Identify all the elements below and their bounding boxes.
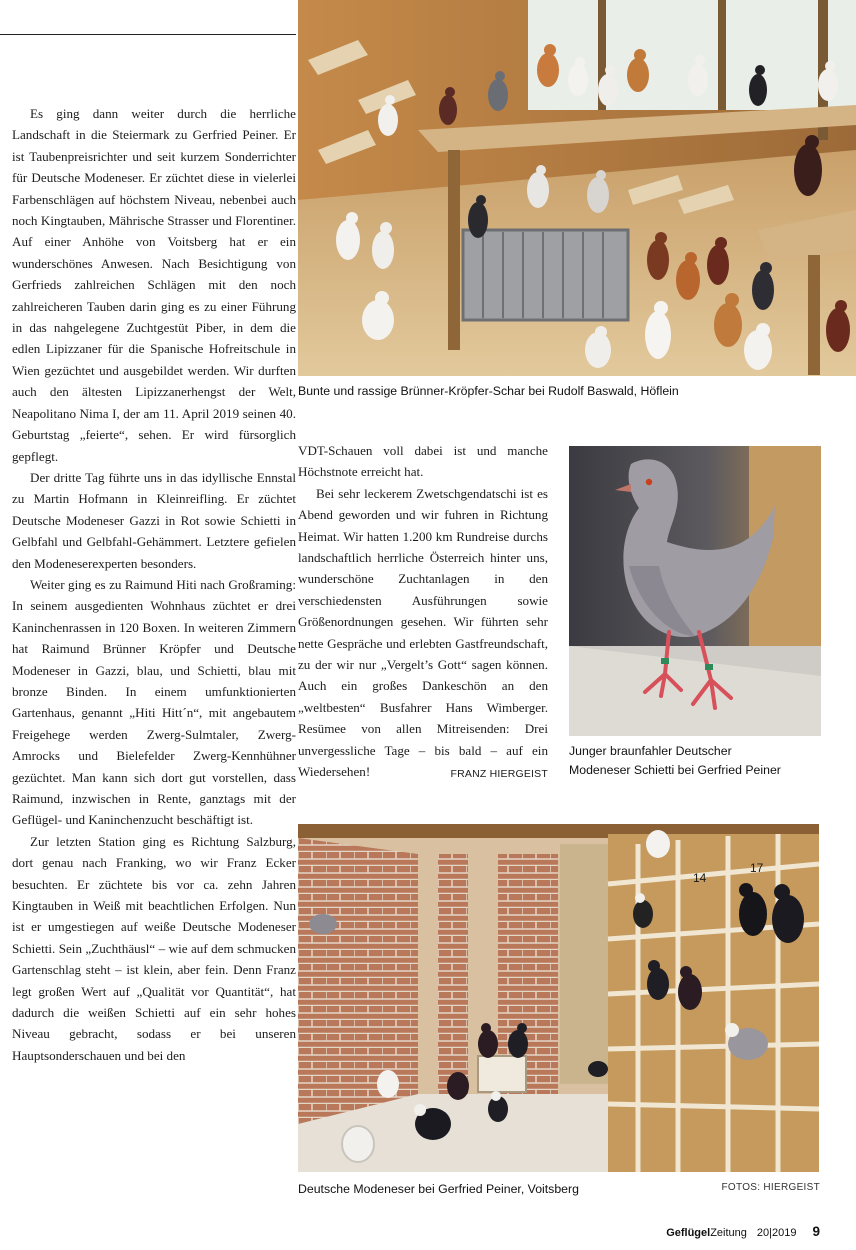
caption-schietti-line1: Junger braunfahler Deutscher (569, 744, 732, 758)
nest-box-number-17: 17 (750, 861, 764, 875)
author-signature: FRANZ HIERGEIST (450, 768, 548, 781)
paragraph-peiner: Es ging dann weiter durch die herrliche Landschaft in die Steiermark zu Gerfried Peiner. Er ist Taubenpreisrichter und seit kurzem Sonderrichter für Deutsche Modeneser. Er züchtet diese in vielerlei Farbenschlägen auf höchstem Niveau, nebenbei auch noch Kingtauben, Mährische Strasser und Florentiner. Auf einer Anhöhe von Voitsberg hat er ein wunderschönes Anwesen. Nach Besichtigung von Gerfrieds zahlreichen Schlägen mit den noch zahlreicheren Tauben darin ging es zu einer Führung in das nahgelegene Zuchtgestüt Piber, in dem die edlen Lipizzaner für die Spanische Hofreitschule in Wien gezüchtet und ausgebildet werden. Wir durften auch den ältesten Lipizzanerhengst der Welt, Neapolitano Nima I, der am 11. April 2019 seinen 40. Geburtstag „feierte“, sehen. Er wird fürsorglich gepflegt. (12, 106, 296, 464)
paragraph-closing (298, 483, 548, 783)
photo-kroepfer-loft (298, 0, 856, 376)
publication-name (666, 1227, 747, 1239)
issue-number: 20|2019 (756, 1227, 797, 1239)
nest-box-number-14: 14 (693, 871, 707, 885)
page-footer (666, 1224, 820, 1239)
article-column-left (12, 103, 296, 1066)
publication-name-bold: Geflügel (666, 1227, 711, 1239)
closing-text: Bei sehr leckerem Zwetschgendatschi ist es Abend geworden und wir fuhren in Richtung Heimat. Wir hatten 1.200 km Rundreise durchs landschaftlich herrliche Österreich hinter uns, wunderschöne Zuchtanlagen in den verschiedensten Ausführungen sowie Größenordnungen gesehen. Wir führten sehr nette Gespräche und erlebten Gastfreundschaft, zu der wir nur „Vergelt’s Gott“ sagen können. Auch ein großes Dankeschön an den „weltbesten“ Busfahrer Hans Wimberger. Resümee von allen Mitreisenden: Drei unvergessliche Tage – bis bald – auf ein Wiedersehen! (298, 485, 548, 780)
caption-schietti (569, 742, 829, 780)
modeneser-loft-illustration (298, 824, 819, 1172)
photo-modeneser-loft (298, 824, 819, 1172)
photo-credit: FOTOS: HIERGEIST (721, 1182, 820, 1193)
publication-name-regular: Zeitung (710, 1227, 747, 1239)
top-rule (0, 34, 296, 35)
paragraph-ecker: Zur letzten Station ging es Richtung Salzburg, dort genau nach Franking, wo wir Franz Ecker besuchten. Er züchtete bis vor ca. zehn Jahren Kingtauben in Weiß mit beachtlichen Erfolgen. Nun ist er umgestiegen auf weiße Deutsche Modeneser Schietti. Sein „Zuchthäusl“ – wie auf dem schmucken Gartenschlag steht – ist klein, aber fein. Denn Franz legt großen Wert auf „Qualität vor Quantität“, hat dadurch die weißen Schietti auf ein sehr hohes Niveau gebracht, sodass er bei unseren Hauptsonderschauen und bei den (12, 833, 296, 1063)
page-number: 9 (812, 1224, 820, 1239)
caption-modeneser: Deutsche Modeneser bei Gerfried Peiner, Voitsberg (298, 1182, 579, 1196)
paragraph-hofmann: Der dritte Tag führte uns in das idyllische Ennstal zu Martin Hofmann in Kleinreifling. Er züchtet Deutsche Modeneser Gazzi in Rot sowie Schietti in Gelbfahl und Gelbfahl-Gehämmert. Letztere gefielen den Modeneserexperten besonders. (12, 469, 296, 571)
caption-schietti-line2: Modeneser Schietti bei Gerfried Peiner (569, 763, 781, 777)
schietti-illustration (569, 446, 821, 736)
article-column-middle (298, 440, 548, 786)
paragraph-hiti: Weiter ging es zu Raimund Hiti nach Großraming: In seinem ausgedienten Wohnhaus züchtet er drei Kaninchenrassen in 120 Boxen. In weiteren Zimmern hat Raimund Brünner Kröpfer und Deutsche Modeneser in Gazzi, blau, und Schietti, blau mit bronze Binden. In einem umfunktionierten Gartenhaus, genannt „Hiti Hitt´n“, mit angebautem Freigehege werden Zwerg-Sulmtaler, Zwerg-Amrocks und Bielefelder Zwerg-Kennhühner gezüchtet. Man kann sich dort gut vorstellen, dass Raimund, inzwischen in Rente, ganztags mit der Geflügel- und Kaninchenzucht beschäftigt ist. (12, 576, 296, 828)
caption-kroepfer: Bunte und rassige Brünner-Kröpfer-Schar bei Rudolf Baswald, Höflein (298, 384, 679, 398)
photo-schietti-portrait (569, 446, 821, 736)
kroepfer-loft-illustration (298, 0, 856, 376)
paragraph-continuation: VDT-Schauen voll dabei ist und manche Höchstnote erreicht hat. (298, 443, 548, 480)
